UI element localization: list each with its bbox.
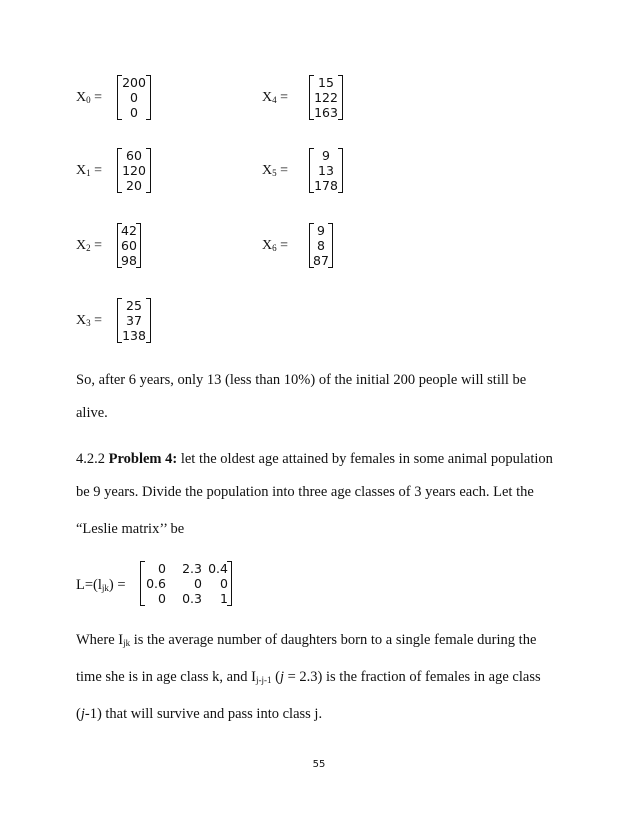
vector-entry: 98 (121, 253, 137, 268)
problem-heading-line: 4.2.2 Problem 4: let the oldest age attained by females in some animal population (76, 451, 553, 467)
vector-entry: 20 (126, 178, 142, 193)
vector-entry: 42 (121, 223, 137, 238)
vector-label-x2: $X_2$ = (76, 238, 103, 253)
vector-label-x5: $X_5$ = (262, 163, 289, 178)
vector-label-x0: $X_0$ = (76, 90, 103, 105)
problem-line-2: be 9 years. Divide the population into three age classes of 3 years each. Let the (76, 484, 534, 500)
vector-entry: 178 (314, 178, 338, 193)
where-line-3: (j-1) that will survive and pass into class j. (76, 706, 323, 722)
matrix-row: 0 0.3 1 (158, 591, 228, 606)
problem-line-3: “Leslie matrix’’ be (76, 521, 185, 537)
vector-entry: 0 (130, 105, 138, 120)
vector-entry: 87 (313, 253, 329, 268)
vector-x5 (309, 148, 343, 193)
vector-label-x3: $X_3$ = (76, 313, 103, 328)
vector-entry: 122 (314, 90, 338, 105)
vector-entry: 60 (121, 238, 137, 253)
vector-entry: 9 (317, 223, 325, 238)
vector-x2 (117, 223, 141, 268)
section-number: 4.2.2 (76, 451, 109, 467)
leslie-matrix-label: $L=(l_{jk})$ = (76, 577, 126, 593)
vector-entry: 37 (126, 313, 142, 328)
conclusion-line-2: alive. (76, 405, 108, 421)
matrix-row: 0.6 0 0 (146, 576, 228, 591)
problem-label: Problem 4: (108, 451, 178, 467)
vector-x4 (309, 75, 343, 120)
vector-entry: 8 (317, 238, 325, 253)
vector-entry: 200 (122, 75, 146, 90)
vector-entry: 13 (318, 163, 334, 178)
vector-entry: 9 (322, 148, 330, 163)
vector-entry: 138 (122, 328, 146, 343)
vector-x6 (309, 223, 333, 268)
vector-entry: 15 (318, 75, 334, 90)
where-line-1: Where $I_{jk}$ is the average number of daughters born to a single female during the (76, 632, 537, 648)
vector-label-x6: $X_6$ = (262, 238, 289, 253)
matrix-row: 0 2.3 0.4 (158, 561, 228, 576)
vector-entry: 0 (130, 90, 138, 105)
vector-x1 (117, 148, 151, 193)
vector-x3 (117, 298, 151, 343)
vector-label-x4: $X_4$ = (262, 90, 289, 105)
vector-entry: 163 (314, 105, 338, 120)
vector-entry: 25 (126, 298, 142, 313)
conclusion-line-1: So, after 6 years, only 13 (less than 10%) of the initial 200 people will still be (76, 372, 527, 388)
where-line-2: time she is in age class k, and $I_{j-j-1}$ (j = 2.3) is the fraction of females in age class (76, 669, 541, 685)
vector-entry: 120 (122, 163, 146, 178)
vector-x0 (117, 75, 151, 120)
leslie-matrix (140, 561, 232, 606)
vector-label-x1: $X_1$ = (76, 163, 103, 178)
page-number: 55 (312, 759, 326, 770)
vector-entry: 60 (126, 148, 142, 163)
